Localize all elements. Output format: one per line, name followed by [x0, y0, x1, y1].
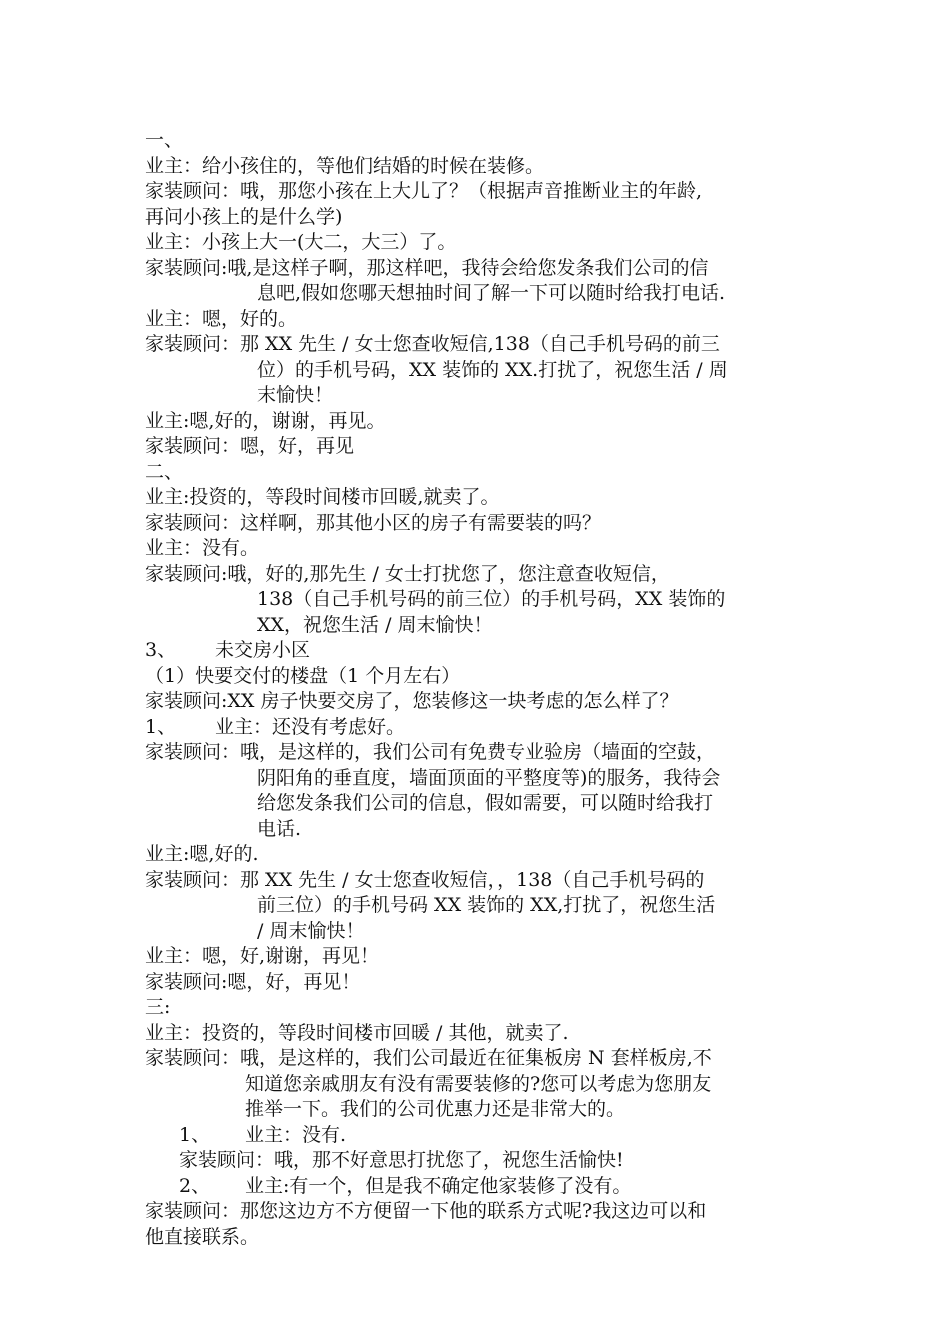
- section-heading-3: 三:: [145, 996, 171, 1018]
- consultant-line: 家装顾问:XX 房子快要交房了，您装修这一块考虑的怎么样了？: [145, 690, 679, 712]
- owner-line: 业主：小孩上大一(大二，大三）了。: [145, 231, 457, 253]
- section-heading-1: 一、: [145, 129, 184, 151]
- owner-line: 业主:嗯,好的，谢谢，再见。: [145, 409, 386, 432]
- consultant-line: 家装顾问：那 XX 先生 / 女士您查收短信，，138（自己手机号码的 前三位）的手机号码 XX 装饰的 XX,打扰了，祝您生活 / 周末愉快！: [145, 868, 716, 942]
- consultant-line: 家装顾问：这样啊，那其他小区的房子有需要装的吗？: [145, 511, 602, 534]
- consultant-line: 家装顾问：那您这边方不方便留一下他的联系方式呢?我这边可以和 他直接联系。: [145, 1200, 707, 1248]
- owner-line: 业主：给小孩住的，等他们结婚的时候在装修。: [145, 154, 545, 177]
- dialogue-script: [145, 128, 815, 1250]
- consultant-line: 家装顾问:哦,是这样子啊，那这样吧，我待会给您发条我们公司的信 息吧,假如您哪天想抽时间了解一下可以随时给我打电话.: [145, 256, 726, 304]
- numbered-heading: 3、 未交房小区: [145, 639, 311, 661]
- consultant-line: 家装顾问：那 XX 先生 / 女士您查收短信,138（自己手机号码的前三 位）的手机号码，XX 装饰的 XX.打扰了，祝您生活 / 周 末愉快！: [145, 333, 728, 406]
- owner-line: 业主:投资的，等段时间楼市回暖,就卖了。: [145, 486, 500, 508]
- section-heading-2: 二、: [145, 460, 184, 483]
- numbered-owner-line: 2、 业主:有一个，但是我不确定他家装修了没有。: [179, 1174, 632, 1197]
- owner-line: 业主：没有。: [145, 537, 260, 559]
- consultant-line: 家装顾问：哦，是这样的，我们公司最近在征集板房 N 套样板房,不 知道您亲戚朋友有没有需要装修的?您可以考虑为您朋友 推举一下。我们的公司优惠力还是非常大的。: [145, 1047, 712, 1120]
- owner-line: 业主:嗯,好的.: [145, 843, 259, 865]
- numbered-owner-line: 1、 业主：还没有考虑好。: [145, 715, 406, 738]
- owner-line: 业主：投资的，等段时间楼市回暖 / 其他，就卖了.: [145, 1021, 569, 1044]
- owner-line: 业主：嗯，好的。: [145, 307, 298, 330]
- consultant-line: 家装顾问:嗯，好，再见！: [145, 970, 361, 993]
- numbered-owner-line: 1、 业主：没有.: [179, 1123, 347, 1146]
- consultant-line: 家装顾问:哦，好的,那先生 / 女士打扰您了，您注意查收短信， 138（自己手机号码的前三位）的手机号码，XX 装饰的 XX，祝您生活 / 周末愉快！: [145, 562, 726, 636]
- consultant-line: 家装顾问：哦，那不好意思打扰您了，祝您生活愉快!: [179, 1149, 624, 1171]
- consultant-line: 家装顾问：哦，是这样的，我们公司有免费专业验房（墙面的空鼓， 阴阳角的垂直度，墙面顶面的平整度等)的服务，我待会 给您发条我们公司的信息，假如需要，可以随时给我打 电话.: [145, 741, 721, 840]
- owner-line: 业主：嗯，好,谢谢，再见！: [145, 945, 380, 967]
- consultant-line: 家装顾问：哦，那您小孩在上大儿了？（根据声音推断业主的年龄, 再问小孩上的是什么学): [145, 180, 703, 228]
- consultant-line: 家装顾问：嗯，好，再见: [145, 435, 355, 457]
- sub-heading: （1）快要交付的楼盘（1 个月左右）: [145, 664, 461, 687]
